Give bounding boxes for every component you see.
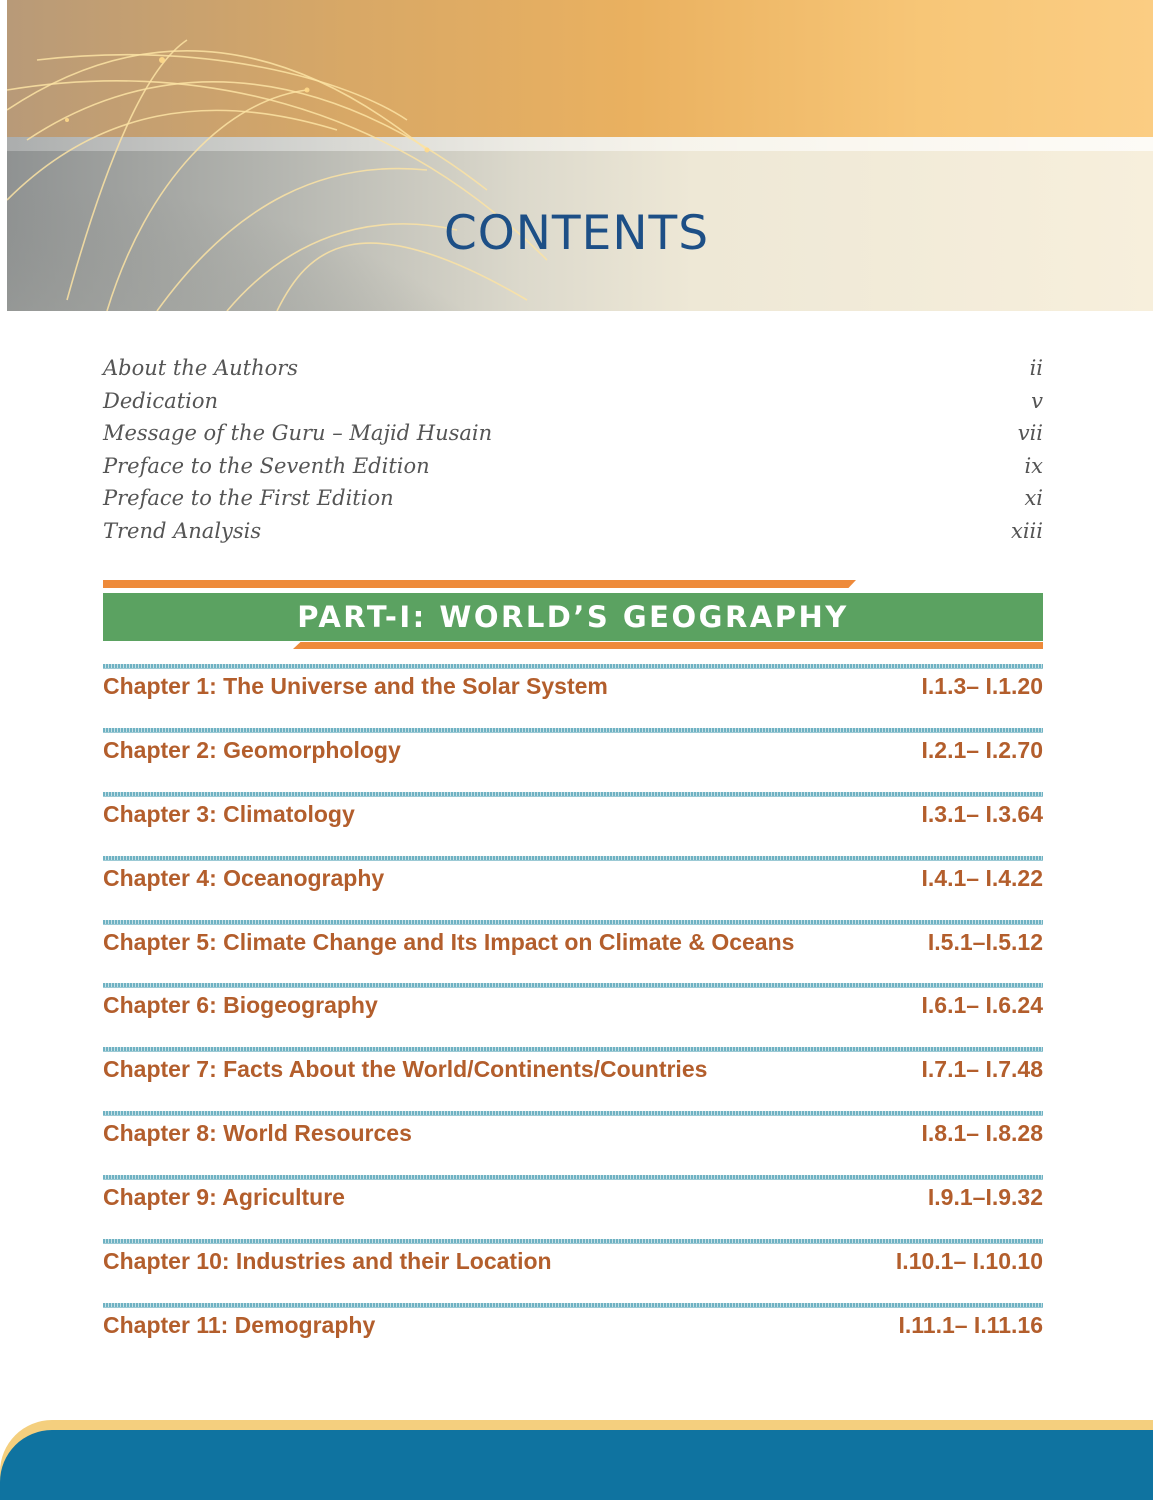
chapter-row[interactable] xyxy=(103,1175,1043,1239)
chapter-title: Chapter 8: World Resources xyxy=(103,1120,412,1147)
front-matter-label: Dedication xyxy=(103,388,219,413)
front-matter-label: Preface to the First Edition xyxy=(103,486,394,511)
chapter-title: Chapter 10: Industries and their Location xyxy=(103,1248,552,1275)
chapter-pages: I.10.1– I.10.10 xyxy=(895,1248,1043,1275)
chapter-row[interactable] xyxy=(103,1047,1043,1111)
chapter-divider xyxy=(103,920,1043,925)
part-title: PART-I: WORLD’S GEOGRAPHY xyxy=(297,600,849,634)
chapter-divider xyxy=(103,983,1043,988)
part-heading xyxy=(103,580,1043,650)
chapter-row[interactable] xyxy=(103,728,1043,792)
chapter-divider xyxy=(103,1303,1043,1308)
front-matter-item[interactable] xyxy=(103,417,1043,450)
chapter-title: Chapter 1: The Universe and the Solar System xyxy=(103,673,608,699)
front-matter-list xyxy=(103,352,1043,548)
chapter-pages: I.9.1–I.9.32 xyxy=(927,1184,1043,1211)
part-accent-bar-top xyxy=(103,580,856,588)
chapter-pages: I.2.1– I.2.70 xyxy=(921,736,1043,763)
chapter-title: Chapter 2: Geomorphology xyxy=(103,736,401,763)
front-matter-item[interactable] xyxy=(103,385,1043,418)
chapter-row[interactable] xyxy=(103,920,1043,984)
chapter-pages: I.3.1– I.3.64 xyxy=(921,800,1043,827)
front-matter-item[interactable] xyxy=(103,482,1043,515)
chapter-title: Chapter 11: Demography xyxy=(103,1311,376,1338)
chapter-row[interactable] xyxy=(103,1111,1043,1175)
chapter-pages: I.8.1– I.8.28 xyxy=(921,1120,1043,1147)
chapter-divider xyxy=(103,1047,1043,1052)
footer-blue-band xyxy=(0,1430,1153,1500)
front-matter-label: About the Authors xyxy=(103,356,299,380)
globe-illustration xyxy=(7,0,1153,311)
chapter-divider xyxy=(103,664,1043,669)
chapter-divider xyxy=(103,1239,1043,1244)
chapter-divider xyxy=(103,856,1043,861)
chapter-title: Chapter 6: Biogeography xyxy=(103,992,378,1019)
chapter-row[interactable] xyxy=(103,983,1043,1047)
front-matter-label: Preface to the Seventh Edition xyxy=(103,453,430,478)
front-matter-page: vii xyxy=(1017,421,1043,446)
chapter-row[interactable] xyxy=(103,792,1043,856)
front-matter-label: Trend Analysis xyxy=(103,518,262,543)
chapter-row[interactable] xyxy=(103,1303,1043,1367)
front-matter-page: xi xyxy=(1024,486,1043,511)
front-matter-page: ii xyxy=(1029,356,1043,380)
front-matter-page: xiii xyxy=(1011,518,1043,543)
chapter-pages: I.7.1– I.7.48 xyxy=(921,1056,1043,1083)
chapter-pages: I.6.1– I.6.24 xyxy=(921,992,1043,1019)
chapter-pages: I.1.3– I.1.20 xyxy=(921,673,1043,699)
chapter-row[interactable] xyxy=(103,1239,1043,1303)
chapter-divider xyxy=(103,1175,1043,1180)
front-matter-page: ix xyxy=(1024,453,1043,478)
front-matter-page: v xyxy=(1031,388,1043,413)
chapter-list xyxy=(103,664,1043,1367)
footer-band xyxy=(0,1420,1153,1500)
chapter-title: Chapter 3: Climatology xyxy=(103,800,355,827)
chapter-divider xyxy=(103,728,1043,733)
chapter-pages: I.5.1–I.5.12 xyxy=(927,928,1043,955)
chapter-pages: I.4.1– I.4.22 xyxy=(921,864,1043,891)
chapter-title: Chapter 9: Agriculture xyxy=(103,1184,345,1211)
front-matter-item[interactable] xyxy=(103,515,1043,548)
chapter-pages: I.11.1– I.11.16 xyxy=(898,1311,1043,1338)
chapter-row[interactable] xyxy=(103,664,1043,728)
front-matter-label: Message of the Guru – Majid Husain xyxy=(103,421,493,446)
chapter-title: Chapter 7: Facts About the World/Continents/Countries xyxy=(103,1056,708,1083)
front-matter-item[interactable] xyxy=(103,352,1043,385)
chapter-title: Chapter 5: Climate Change and Its Impact on Climate & Oceans xyxy=(103,928,795,955)
chapter-title: Chapter 4: Oceanography xyxy=(103,864,385,891)
front-matter-item[interactable] xyxy=(103,450,1043,483)
chapter-row[interactable] xyxy=(103,856,1043,920)
part-accent-bar-bottom xyxy=(293,642,1043,649)
chapter-divider xyxy=(103,792,1043,797)
page-title: CONTENTS xyxy=(443,206,710,261)
chapter-divider xyxy=(103,1111,1043,1116)
header-banner xyxy=(7,0,1153,311)
